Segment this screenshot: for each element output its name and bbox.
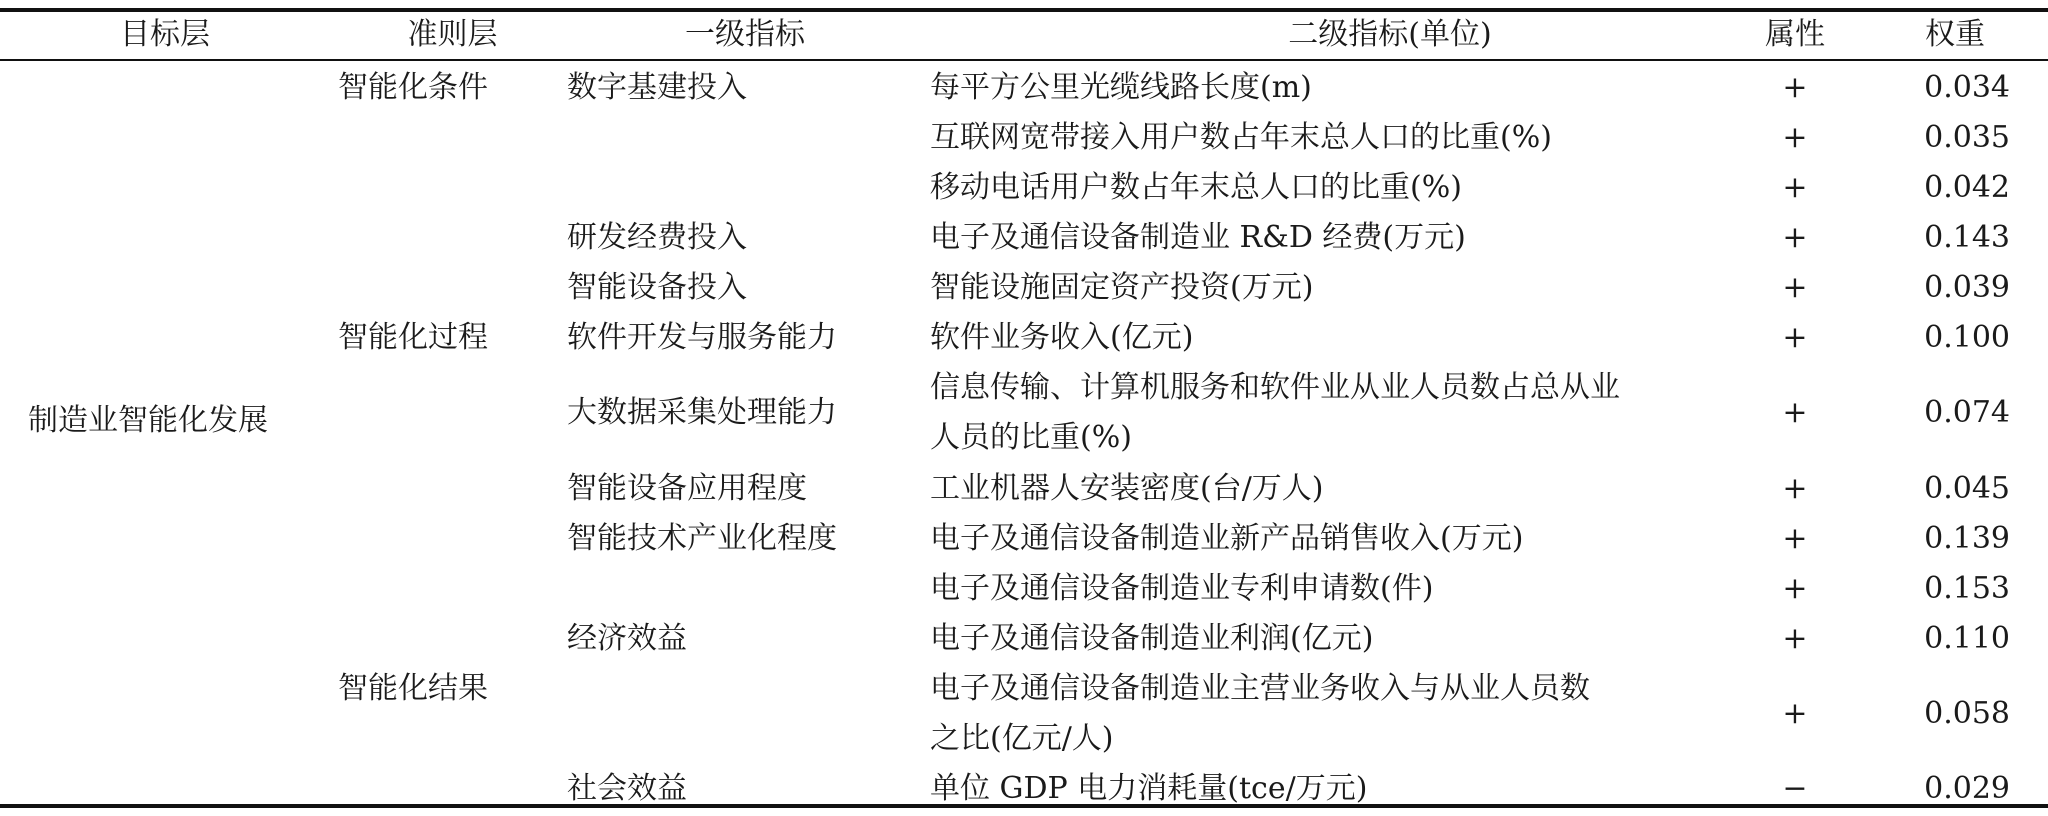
- level2-cell-line1: 信息传输、计算机服务和软件业从业人员数占总从业: [930, 370, 1620, 405]
- level2-cell: 移动电话用户数占年末总人口的比重(%): [930, 170, 1462, 205]
- attribute-cell: +: [1782, 170, 1808, 205]
- attribute-cell: +: [1782, 571, 1808, 606]
- attribute-cell: −: [1782, 771, 1808, 806]
- weight-cell: 0.034: [1924, 70, 2010, 105]
- level2-cell: 电子及通信设备制造业利润(亿元): [930, 621, 1374, 656]
- header-criterion-layer: 准则层: [407, 17, 498, 52]
- weight-cell: 0.042: [1924, 170, 2010, 205]
- attribute-cell: +: [1782, 395, 1808, 430]
- level1-cell: 智能技术产业化程度: [567, 521, 837, 556]
- criterion-cell: 智能化过程: [338, 320, 488, 355]
- goal-layer-cell: 制造业智能化发展: [28, 403, 268, 438]
- level1-cell: 智能设备投入: [567, 270, 747, 305]
- level2-cell: 电子及通信设备制造业 R&D 经费(万元): [930, 220, 1466, 255]
- header-level2-indicator: 二级指标(单位): [1288, 17, 1492, 52]
- weight-cell: 0.029: [1924, 771, 2010, 806]
- weight-cell: 0.035: [1924, 120, 2010, 155]
- attribute-cell: +: [1782, 120, 1808, 155]
- weight-cell: 0.153: [1924, 571, 2010, 606]
- weight-cell: 0.074: [1924, 395, 2010, 430]
- level2-cell: 每平方公里光缆线路长度(m): [930, 70, 1312, 105]
- header-weight: 权重: [1925, 17, 1985, 52]
- level2-cell-line2: 之比(亿元/人): [930, 721, 1114, 756]
- level2-cell: 智能设施固定资产投资(万元): [930, 270, 1314, 305]
- level2-cell: 工业机器人安装密度(台/万人): [930, 471, 1324, 506]
- attribute-cell: +: [1782, 471, 1808, 506]
- indicator-table: [0, 8, 2048, 812]
- level2-cell-line2: 人员的比重(%): [930, 420, 1132, 455]
- level1-cell: 软件开发与服务能力: [567, 320, 837, 355]
- level1-cell: 大数据采集处理能力: [567, 395, 837, 430]
- header-level1-indicator: 一级指标: [685, 17, 805, 52]
- level1-cell: 研发经费投入: [567, 220, 747, 255]
- attribute-cell: +: [1782, 521, 1808, 556]
- level1-cell: 经济效益: [567, 621, 687, 656]
- level1-cell: 智能设备应用程度: [567, 471, 807, 506]
- attribute-cell: +: [1782, 70, 1808, 105]
- criterion-cell: 智能化结果: [338, 671, 488, 706]
- weight-cell: 0.058: [1924, 696, 2010, 731]
- attribute-cell: +: [1782, 270, 1808, 305]
- header-attribute: 属性: [1765, 17, 1825, 52]
- level2-cell: 软件业务收入(亿元): [930, 320, 1194, 355]
- level1-cell: 社会效益: [567, 771, 687, 806]
- level2-cell-line1: 电子及通信设备制造业主营业务收入与从业人员数: [930, 671, 1590, 706]
- weight-cell: 0.139: [1924, 521, 2010, 556]
- attribute-cell: +: [1782, 320, 1808, 355]
- level2-cell: 互联网宽带接入用户数占年末总人口的比重(%): [930, 120, 1552, 155]
- header-goal-layer: 目标层: [120, 17, 210, 52]
- attribute-cell: +: [1782, 621, 1808, 656]
- level2-cell: 电子及通信设备制造业专利申请数(件): [930, 571, 1434, 606]
- weight-cell: 0.045: [1924, 471, 2010, 506]
- weight-cell: 0.143: [1924, 220, 2010, 255]
- criterion-cell: 智能化条件: [338, 70, 488, 105]
- level2-cell: 单位 GDP 电力消耗量(tce/万元): [930, 771, 1368, 806]
- level1-cell: 数字基建投入: [567, 70, 747, 105]
- attribute-cell: +: [1782, 696, 1808, 731]
- attribute-cell: +: [1782, 220, 1808, 255]
- weight-cell: 0.039: [1924, 270, 2010, 305]
- weight-cell: 0.110: [1924, 621, 2010, 656]
- weight-cell: 0.100: [1924, 320, 2010, 355]
- level2-cell: 电子及通信设备制造业新产品销售收入(万元): [930, 521, 1524, 556]
